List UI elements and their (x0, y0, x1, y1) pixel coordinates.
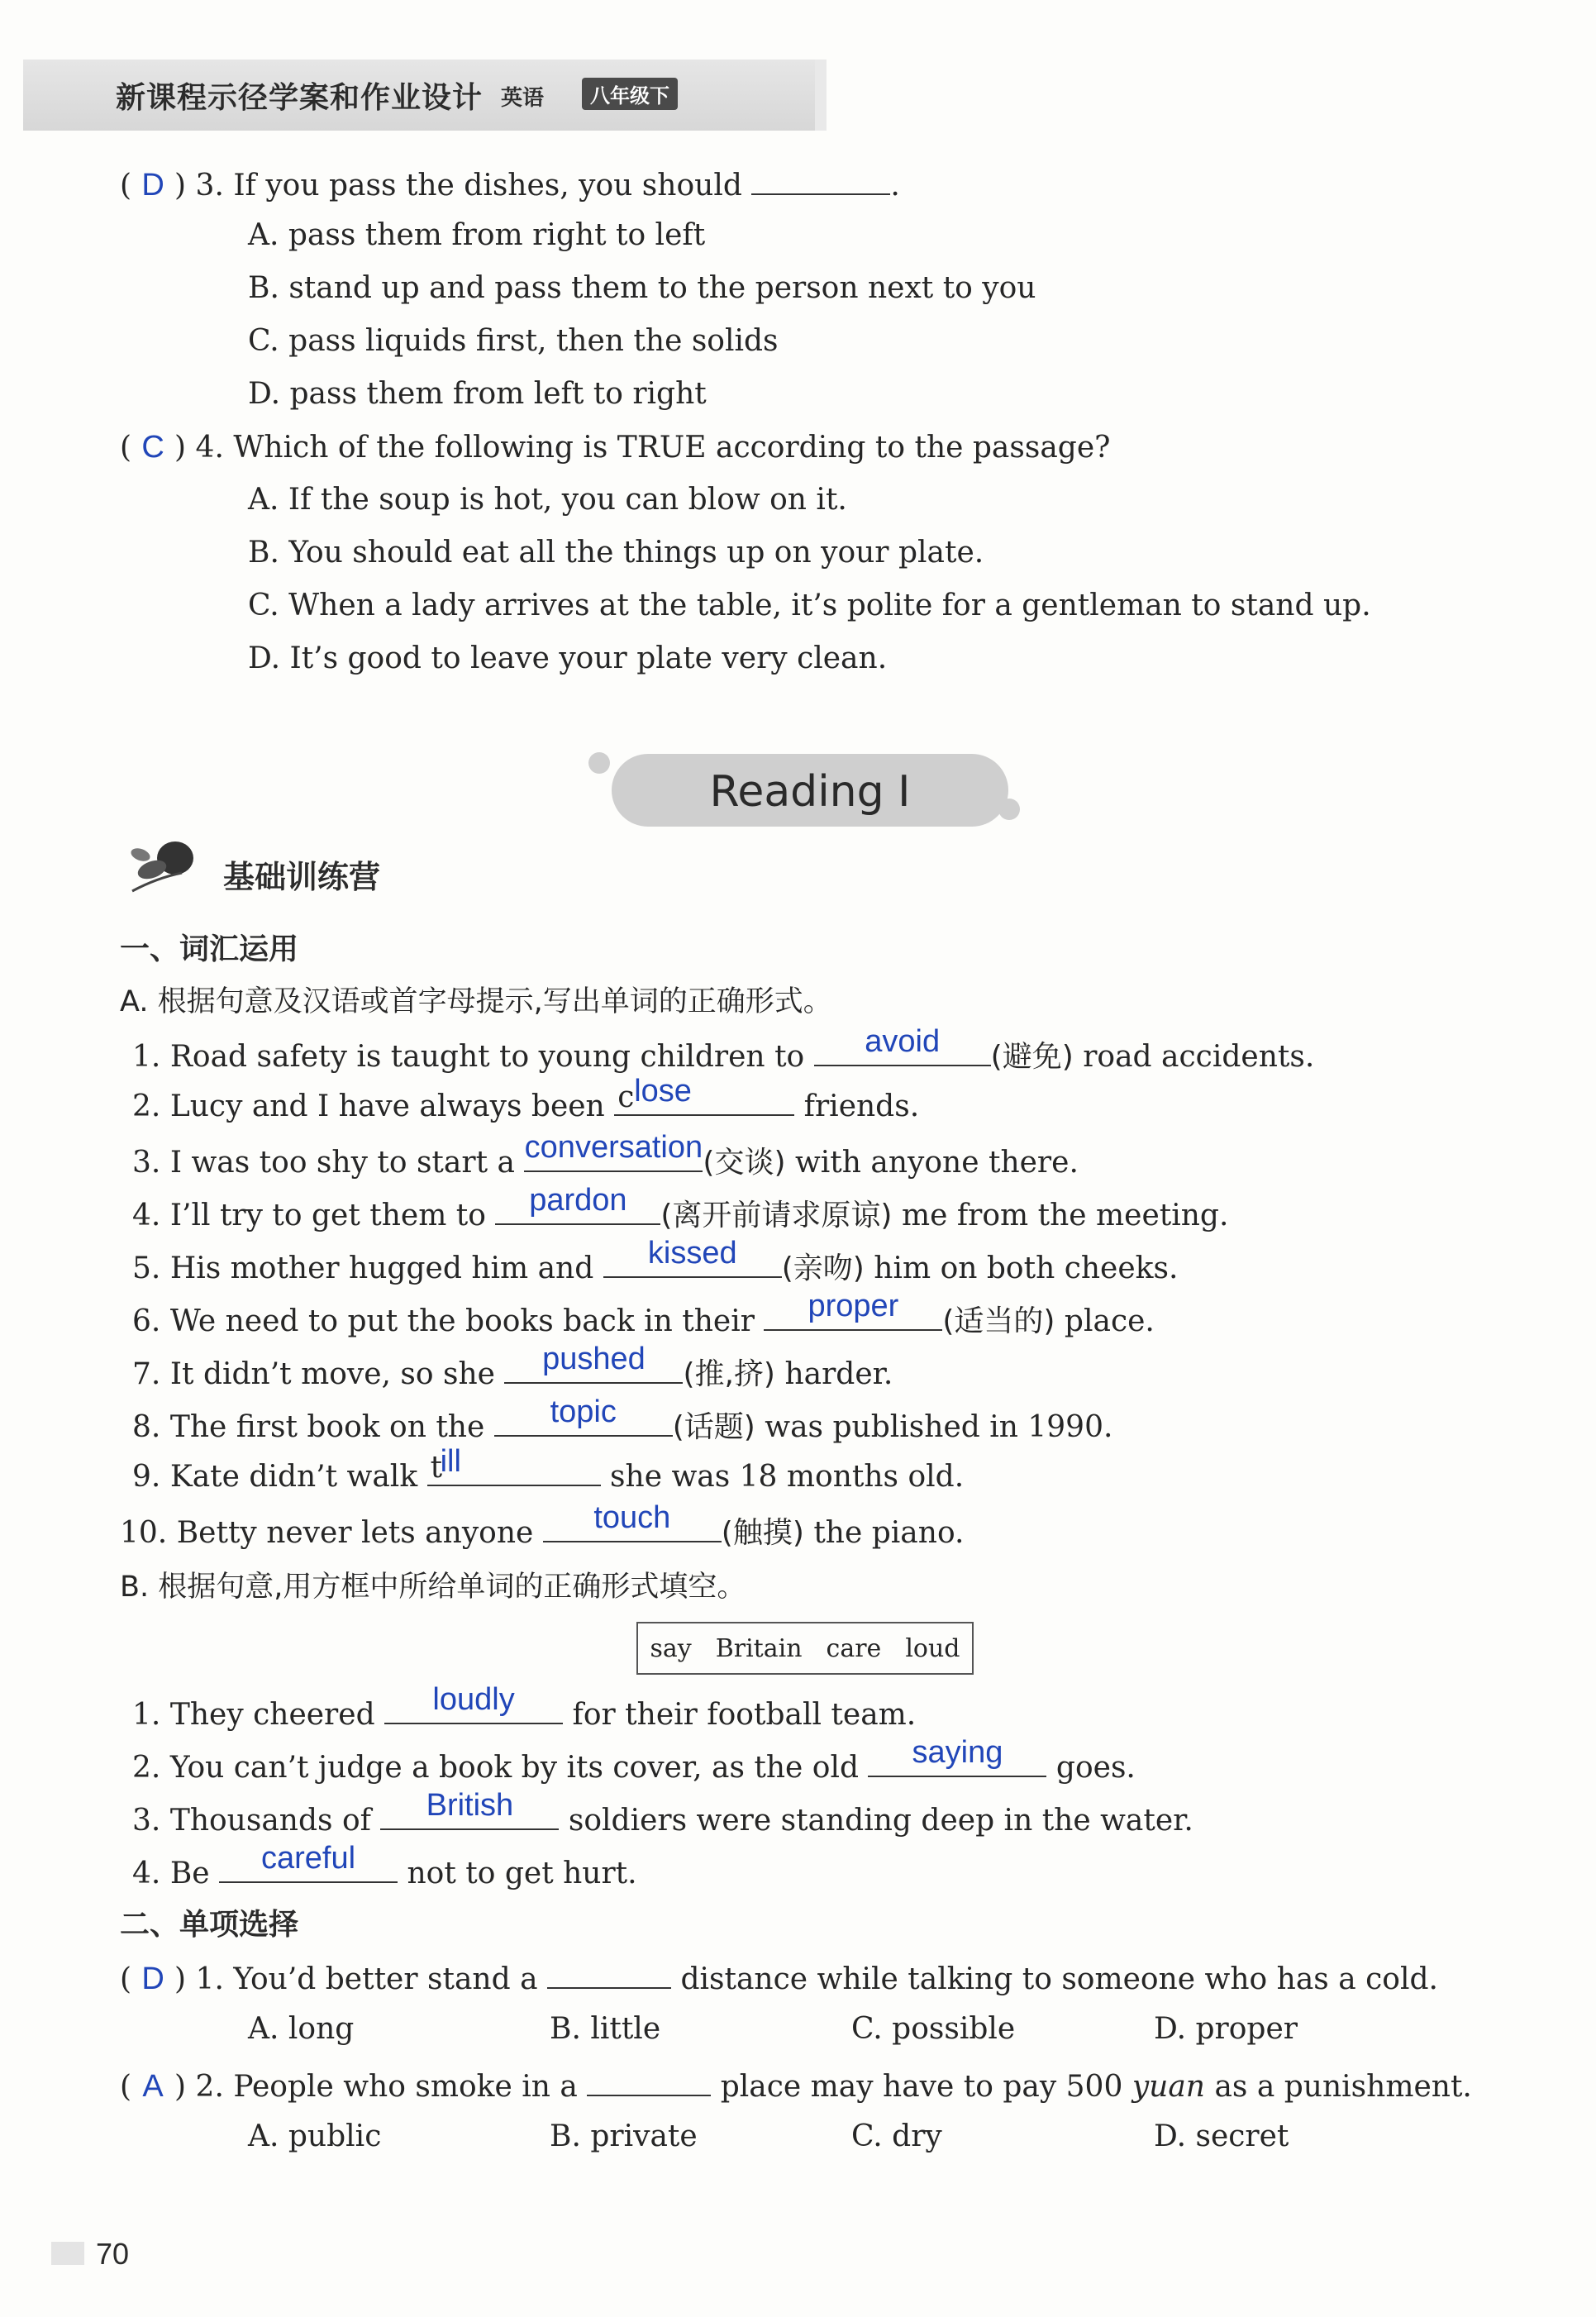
initial-letter: c (617, 1080, 635, 1114)
q2-option-a: A. public (248, 2119, 382, 2153)
sec2-title: 二、单项选择 (120, 1908, 299, 1942)
vocab-item-1 (132, 1024, 1315, 1075)
question-post: place may have to pay 500 (720, 2070, 1123, 2104)
subject-label: 英语 (501, 86, 545, 111)
question-4-stem: 4. Which of the following is TRUE according to the passage? (195, 431, 1111, 465)
blank (384, 1682, 563, 1724)
sec1-b-instruction: B. 根据句意,用方框中所给单词的正确形式填空。 (120, 1571, 746, 1604)
box-word: Britain (715, 1633, 803, 1663)
item-hint: (亲吻) (781, 1251, 865, 1285)
blank (587, 2067, 711, 2096)
answer: saying (912, 1735, 1003, 1770)
q4-option-d: D. It’s good to leave your plate very clean. (248, 641, 888, 675)
item-num: 3. (132, 1804, 161, 1838)
vocab-item-10 (120, 1500, 965, 1552)
blank (543, 1500, 722, 1542)
fill-item-2 (132, 1735, 1136, 1785)
item-post: place. (1064, 1304, 1155, 1338)
item-post: for their football team. (572, 1698, 917, 1732)
item-num: 8. (132, 1410, 161, 1444)
leaf-icon (124, 837, 198, 894)
sec1-a-instruction: A. 根据句意及汉语或首字母提示,写出单词的正确形式。 (120, 985, 832, 1018)
question-3: ( D ) 3. If you pass the dishes, you should . (120, 165, 900, 203)
box-word: loud (905, 1633, 960, 1663)
vocab-item-2 (132, 1074, 920, 1123)
q4-option-c: C. When a lady arrives at the table, it’s polite for a gentleman to stand up. (248, 589, 1371, 622)
answer: pardon (529, 1183, 627, 1218)
vocab-item-5 (132, 1236, 1179, 1287)
vocab-item-3 (132, 1130, 1079, 1181)
answer: A (142, 2069, 164, 2104)
item-pre: Kate didn’t walk (169, 1460, 418, 1494)
q3-option-d: D. pass them from left to right (248, 377, 707, 411)
vocab-item-8 (132, 1394, 1113, 1446)
item-num: 2. (132, 1751, 161, 1785)
blank (764, 1289, 942, 1331)
page-mark (51, 2242, 84, 2265)
grade-badge: 八年级下 (582, 78, 678, 110)
blank (219, 1841, 398, 1883)
word-box (636, 1622, 974, 1675)
item-num: 4. (132, 1199, 161, 1232)
item-post: friends. (803, 1089, 920, 1123)
box-word: say (650, 1633, 692, 1663)
q1-option-b: B. little (550, 2012, 661, 2046)
banner-title: Reading Ⅰ (709, 767, 911, 817)
vocab-item-4 (132, 1183, 1229, 1234)
fill-item-1 (132, 1682, 917, 1732)
question-stem: 2. People who smoke in a (195, 2070, 578, 2104)
answer-4: C (141, 430, 164, 465)
question-post-2: as a punishment. (1214, 2070, 1472, 2104)
item-pre: I was too shy to start a (169, 1146, 515, 1180)
item-pre: The first book on the (169, 1410, 485, 1444)
choice-question-1: ( D ) 1. You’d better stand a distance while talking to someone who has a cold. (120, 1959, 1438, 1997)
item-pre: Road safety is taught to young children to (169, 1040, 805, 1074)
answer: touch (593, 1500, 671, 1535)
item-pre: They cheered (169, 1698, 375, 1732)
answer: ill (440, 1444, 461, 1479)
vocab-item-9 (132, 1444, 965, 1494)
fill-item-3 (132, 1788, 1193, 1838)
italic-word: yuan (1131, 2070, 1205, 2104)
question-3-blank (751, 165, 890, 195)
item-pre: His mother hugged him and (169, 1251, 594, 1285)
vocab-item-7 (132, 1342, 893, 1393)
fill-item-4 (132, 1841, 637, 1890)
book-title: 新课程示径学案和作业设计 (116, 81, 484, 115)
banner-dot-left (588, 752, 610, 774)
sec1-title: 一、词汇运用 (120, 932, 299, 966)
answer: careful (261, 1841, 356, 1876)
answer: lose (634, 1074, 692, 1108)
q4-option-b: B. You should eat all the things up on your plate. (248, 536, 984, 570)
answer: avoid (865, 1024, 941, 1059)
item-hint: (交谈) (703, 1146, 786, 1180)
q1-option-a: A. long (248, 2012, 355, 2046)
item-pre: You can’t judge a book by its cover, as the old (169, 1751, 860, 1785)
question-3-end: . (890, 169, 900, 203)
item-hint: (离开前请求原谅) (660, 1199, 893, 1232)
item-num: 9. (132, 1460, 161, 1494)
initial-letter: t (430, 1451, 443, 1485)
q3-option-c: C. pass liquids first, then the solids (248, 324, 779, 358)
item-post: road accidents. (1083, 1040, 1315, 1074)
page-number: 70 (96, 2237, 130, 2271)
item-post: with anyone there. (794, 1146, 1079, 1180)
item-pre: Thousands of (169, 1804, 371, 1838)
q3-option-b: B. stand up and pass them to the person next to you (248, 271, 1036, 305)
item-post: harder. (784, 1357, 893, 1391)
question-stem: 1. You’d better stand a (195, 1962, 538, 1996)
item-num: 5. (132, 1251, 161, 1285)
blank (603, 1236, 782, 1278)
item-pre: It didn’t move, so she (169, 1357, 495, 1391)
blank (614, 1074, 794, 1116)
reading-banner (612, 754, 1008, 827)
item-pre: Be (169, 1857, 210, 1890)
q2-option-d: D. secret (1154, 2119, 1289, 2153)
q4-option-a: A. If the soup is hot, you can blow on it. (248, 483, 847, 517)
blank (868, 1735, 1046, 1777)
item-hint: (推,挤) (683, 1357, 775, 1391)
answer: proper (808, 1289, 899, 1323)
item-num: 3. (132, 1146, 161, 1180)
camp-title: 基础训练营 (223, 859, 381, 895)
q2-option-c: C. dry (851, 2119, 942, 2153)
item-num: 4. (132, 1857, 161, 1890)
answer: British (426, 1788, 514, 1823)
item-pre: I’ll try to get them to (169, 1199, 486, 1232)
blank (494, 1394, 673, 1437)
blank (524, 1130, 703, 1172)
item-pre: Betty never lets anyone (176, 1516, 534, 1550)
answer: kissed (647, 1236, 737, 1271)
question-4: ( C ) 4. Which of the following is TRUE according to the passage? (120, 430, 1111, 465)
item-post: him on both cheeks. (874, 1251, 1179, 1285)
blank (427, 1444, 601, 1486)
item-post: goes. (1055, 1751, 1136, 1785)
item-num: 6. (132, 1304, 161, 1338)
answer: topic (550, 1394, 617, 1429)
item-hint: (适当的) (942, 1304, 1055, 1338)
box-word: care (826, 1633, 882, 1663)
item-hint: (避免) (990, 1040, 1074, 1074)
item-num: 1. (132, 1040, 161, 1074)
item-post: me from the meeting. (901, 1199, 1229, 1232)
question-post: distance while talking to someone who has a cold. (680, 1962, 1438, 1996)
item-pre: Lucy and I have always been (169, 1089, 605, 1123)
question-3-stem: 3. If you pass the dishes, you should (195, 169, 742, 203)
blank (814, 1024, 991, 1066)
blank (380, 1788, 559, 1830)
page-header (23, 60, 815, 131)
item-post: soldiers were standing deep in the water. (568, 1804, 1193, 1838)
blank (504, 1342, 683, 1384)
choice-question-2: ( A ) 2. People who smoke in a place may have to pay 500 yuan as a punishment. (120, 2067, 1472, 2105)
blank (547, 1959, 671, 1989)
item-num: 1. (132, 1698, 161, 1732)
item-hint: (话题) (672, 1410, 755, 1444)
item-num: 2. (132, 1089, 161, 1123)
item-post: the piano. (813, 1516, 965, 1550)
item-num: 10. (120, 1516, 168, 1550)
item-hint: (触摸) (721, 1516, 804, 1550)
answer: loudly (432, 1682, 515, 1717)
item-post: not to get hurt. (407, 1857, 637, 1890)
answer: conversation (524, 1130, 703, 1165)
answer: D (141, 1962, 164, 1996)
q1-option-d: D. proper (1154, 2012, 1298, 2046)
item-post: she was 18 months old. (610, 1460, 965, 1494)
blank (495, 1183, 660, 1225)
vocab-item-6 (132, 1289, 1155, 1340)
item-post: was published in 1990. (765, 1410, 1113, 1444)
item-num: 7. (132, 1357, 161, 1391)
answer: pushed (542, 1342, 646, 1376)
q2-option-b: B. private (550, 2119, 698, 2153)
answer-3: D (141, 168, 164, 203)
q1-option-c: C. possible (851, 2012, 1016, 2046)
header-edge (815, 60, 827, 131)
q3-option-a: A. pass them from right to left (248, 218, 706, 252)
item-pre: We need to put the books back in their (169, 1304, 755, 1338)
